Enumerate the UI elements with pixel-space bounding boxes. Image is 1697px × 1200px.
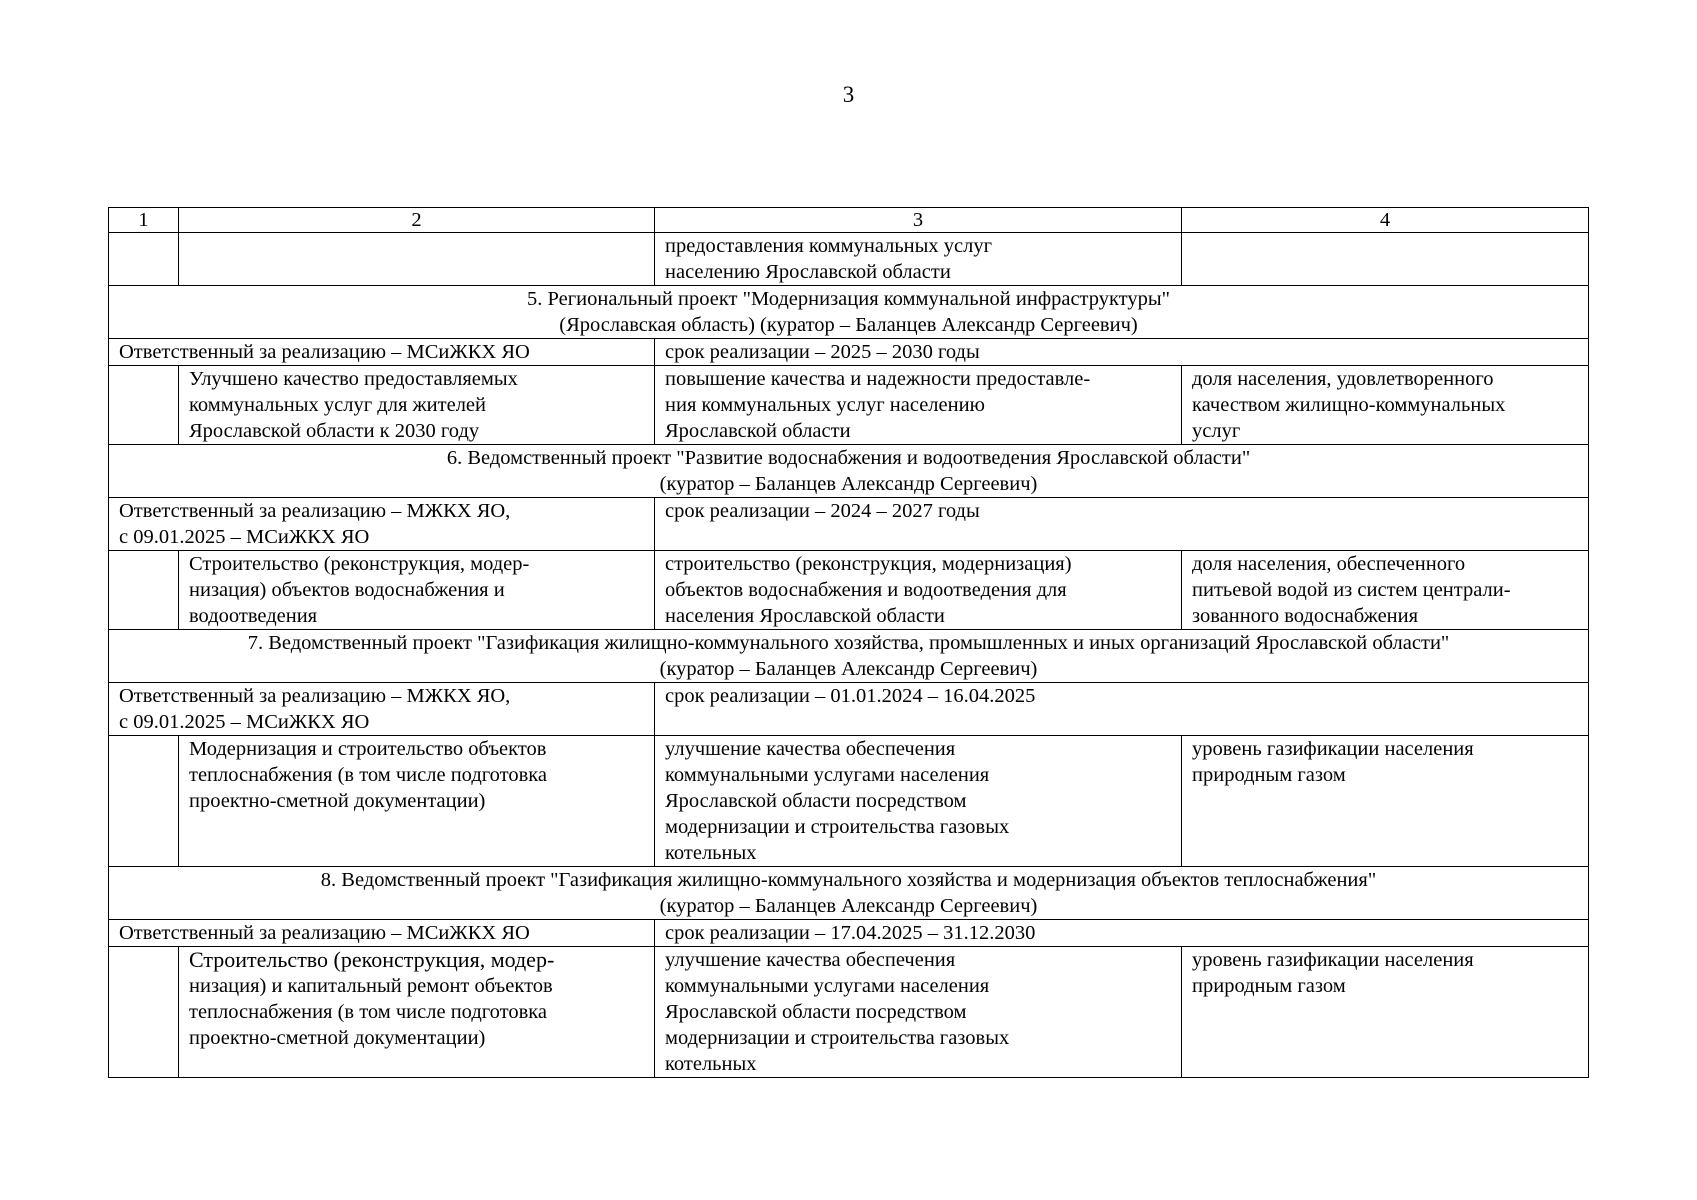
section-title [109, 867, 1589, 920]
text-line: доля населения, обеспеченного [1192, 553, 1466, 575]
text-line: ния коммунальных услуг населению [665, 394, 985, 416]
cell-col2 [179, 551, 655, 630]
section-title-row [109, 445, 1589, 498]
text-line: населения Ярославской области [665, 605, 945, 627]
responsible-line: Ответственный за реализацию – МСиЖКХ ЯО [119, 341, 530, 363]
responsible-line: Ответственный за реализацию – МСиЖКХ ЯО [119, 922, 530, 944]
text-line: Строительство (реконструкция, модер- [189, 947, 555, 972]
section-title-line: (куратор – Баланцев Александр Сергеевич) [659, 895, 1038, 917]
section-title-row [109, 286, 1589, 339]
text-line: котельных [665, 842, 757, 864]
cell-col2 [179, 947, 655, 1078]
cell-col3 [655, 233, 1182, 286]
column-number-1: 1 [109, 208, 179, 233]
text-line: улучшение качества обеспечения [665, 738, 956, 760]
cell-col2 [179, 736, 655, 867]
text-line: уровень газификации населения [1192, 949, 1474, 971]
cell-col4 [1182, 736, 1589, 867]
text-line: объектов водоснабжения и водоотведения для [665, 579, 1067, 601]
text-line: природным газом [1192, 764, 1346, 786]
responsible-row [109, 683, 1589, 736]
text-line: доля населения, удовлетворенного [1192, 368, 1494, 390]
section-title [109, 286, 1589, 339]
cell-col1 [109, 947, 179, 1078]
cell-col4 [1182, 947, 1589, 1078]
section-title-line: 6. Ведомственный проект "Развитие водоснабжения и водоотведения Ярославской области" [446, 447, 1251, 469]
cell-col1 [109, 233, 179, 286]
term-line: срок реализации – 2025 – 2030 годы [665, 341, 980, 363]
responsible-cell [109, 498, 655, 551]
column-number-4: 4 [1182, 208, 1589, 233]
text-line: Ярославской области [665, 420, 851, 442]
text-line: проектно-сметной документации) [189, 790, 486, 812]
text-line: котельных [665, 1053, 757, 1075]
text-line: Строительство (реконструкция, модер- [189, 553, 530, 575]
cell-col1 [109, 736, 179, 867]
term-cell [655, 920, 1589, 947]
text-line: услуг [1192, 420, 1241, 442]
section-title-line: 8. Ведомственный проект "Газификация жилищно-коммунального хозяйства и модернизация объектов теплоснабжения" [320, 869, 1377, 891]
text-line: теплоснабжения (в том числе подготовка [189, 764, 548, 786]
text-line: питьевой водой из систем централи- [1192, 579, 1511, 601]
text-line: низация) объектов водоснабжения и [189, 579, 505, 601]
text-line: водоотведения [189, 605, 318, 627]
projects-table [108, 207, 1589, 1078]
cell-col4 [1182, 551, 1589, 630]
text-line: низация) и капитальный ремонт объектов [189, 975, 553, 997]
text-line: проектно-сметной документации) [189, 1027, 486, 1049]
text-line: теплоснабжения (в том числе подготовка [189, 1001, 548, 1023]
section-title [109, 445, 1589, 498]
text-line: качеством жилищно-коммунальных [1192, 394, 1506, 416]
text-line: модернизации и строительства газовых [665, 816, 1010, 838]
column-number-3: 3 [655, 208, 1182, 233]
responsible-row [109, 920, 1589, 947]
text-line: уровень газификации населения [1192, 738, 1474, 760]
text-line: улучшение качества обеспечения [665, 949, 956, 971]
cell-col1 [109, 551, 179, 630]
table-row [109, 551, 1589, 630]
text-line: Модернизация и строительство объектов [189, 738, 547, 760]
text-line: коммунальными услугами населения [665, 975, 990, 997]
section-title-line: 5. Региональный проект "Модернизация коммунальной инфраструктуры" [526, 288, 1171, 310]
cell-col3 [655, 947, 1182, 1078]
text-line: Ярославской области к 2030 году [189, 420, 480, 442]
responsible-cell [109, 920, 655, 947]
responsible-line: с 09.01.2025 – МСиЖКХ ЯО [119, 526, 370, 548]
responsible-cell [109, 339, 655, 366]
section-title [109, 630, 1589, 683]
term-line: срок реализации – 17.04.2025 – 31.12.2030 [665, 922, 1036, 944]
table-row [109, 736, 1589, 867]
term-line: срок реализации – 2024 – 2027 годы [665, 500, 980, 522]
text-line: предоставления коммунальных услуг [665, 235, 993, 257]
text-line: природным газом [1192, 975, 1346, 997]
responsible-line: с 09.01.2025 – МСиЖКХ ЯО [119, 711, 370, 733]
term-cell [655, 683, 1589, 736]
page-number: 3 [842, 82, 855, 107]
column-number-row [109, 208, 1589, 233]
text-line: зованного водоснабжения [1192, 605, 1419, 627]
text-line: коммунальными услугами населения [665, 764, 990, 786]
table-row [109, 366, 1589, 445]
continuation-row [109, 233, 1589, 286]
text-line: населению Ярославской области [665, 261, 951, 283]
cell-col4 [1182, 366, 1589, 445]
text-line: Ярославской области посредством [665, 1001, 967, 1023]
column-number-2: 2 [179, 208, 655, 233]
section-title-line: (куратор – Баланцев Александр Сергеевич) [659, 658, 1038, 680]
text-line: модернизации и строительства газовых [665, 1027, 1010, 1049]
responsible-line: Ответственный за реализацию – МЖКХ ЯО, [119, 685, 511, 707]
section-title-row [109, 867, 1589, 920]
text-line: Ярославской области посредством [665, 790, 967, 812]
responsible-row [109, 339, 1589, 366]
text-line: строительство (реконструкция, модернизация) [665, 553, 1072, 575]
table-row [109, 947, 1589, 1078]
text-line: коммунальных услуг для жителей [189, 394, 486, 416]
section-title-line: 7. Ведомственный проект "Газификация жилищно-коммунального хозяйства, промышленных и иных организаций Ярославской области" [247, 632, 1450, 654]
section-title-line: (куратор – Баланцев Александр Сергеевич) [659, 473, 1038, 495]
cell-col3 [655, 366, 1182, 445]
responsible-line: Ответственный за реализацию – МЖКХ ЯО, [119, 500, 511, 522]
cell-col2 [179, 366, 655, 445]
cell-col3 [655, 736, 1182, 867]
term-cell [655, 498, 1589, 551]
cell-col3 [655, 551, 1182, 630]
section-title-line: (Ярославская область) (куратор – Баланцев Александр Сергеевич) [559, 314, 1138, 336]
term-line: срок реализации – 01.01.2024 – 16.04.2025 [665, 685, 1036, 707]
cell-col2 [179, 233, 655, 286]
cell-col1 [109, 366, 179, 445]
text-line: повышение качества и надежности предоставле- [665, 368, 1091, 390]
cell-col4 [1182, 233, 1589, 286]
responsible-row [109, 498, 1589, 551]
term-cell [655, 339, 1589, 366]
section-title-row [109, 630, 1589, 683]
responsible-cell [109, 683, 655, 736]
text-line: Улучшено качество предоставляемых [189, 368, 518, 390]
